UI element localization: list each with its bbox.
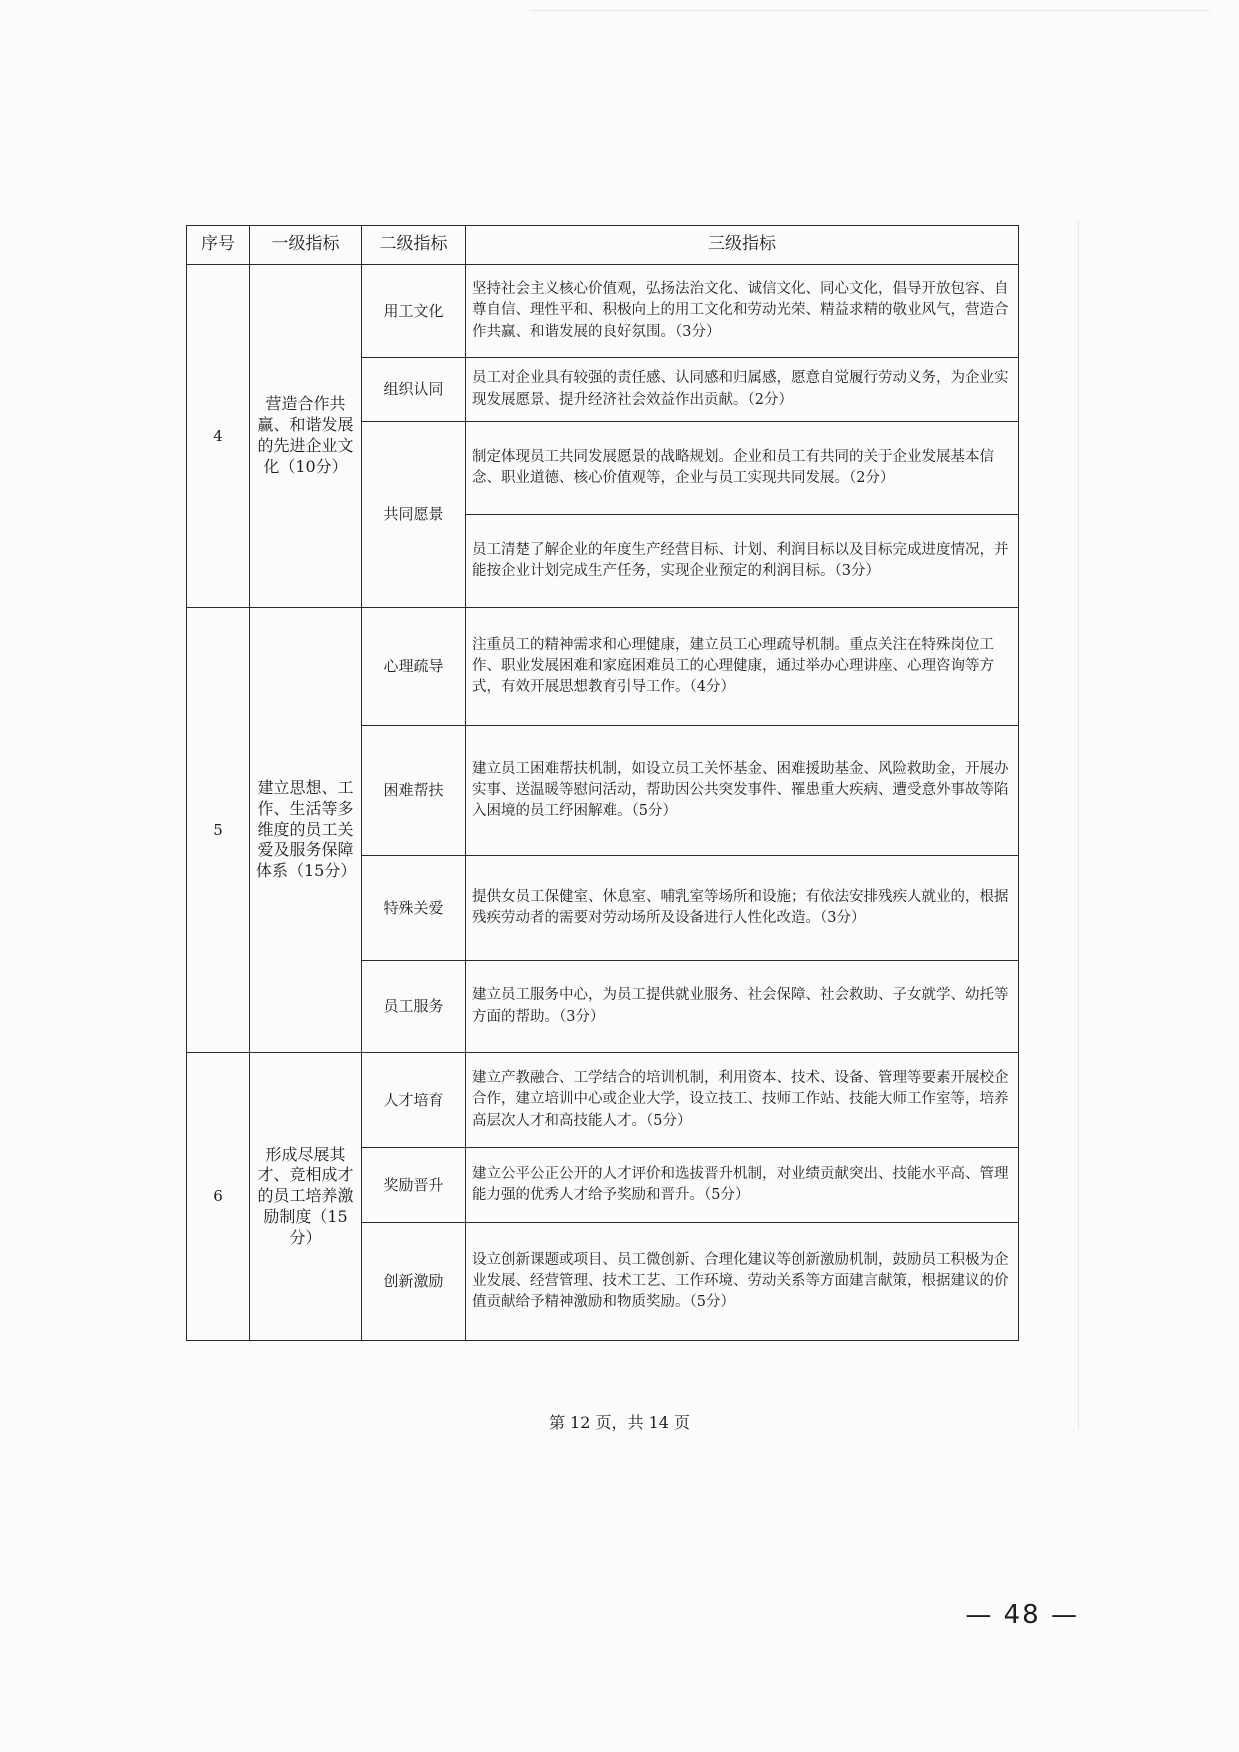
level2-indicator: 用工文化 — [362, 265, 466, 358]
scan-edge-right — [1078, 220, 1079, 1430]
row-number: 6 — [187, 1053, 250, 1341]
header-level2: 二级指标 — [362, 226, 466, 265]
level2-indicator: 组织认同 — [362, 358, 466, 422]
level2-indicator: 人才培育 — [362, 1053, 466, 1148]
header-level1: 一级指标 — [250, 226, 362, 265]
level1-indicator: 形成尽展其才、竞相成才的员工培养激励制度（15分） — [250, 1053, 362, 1341]
level3-indicator: 提供女员工保健室、休息室、哺乳室等场所和设施；有依法安排残疾人就业的，根据残疾劳动者的需要对劳动场所及设备进行人性化改造。（3分） — [466, 856, 1019, 961]
level2-indicator: 特殊关爱 — [362, 856, 466, 961]
level2-indicator: 共同愿景 — [362, 422, 466, 608]
header-no: 序号 — [187, 226, 250, 265]
level2-indicator: 困难帮扶 — [362, 726, 466, 856]
level2-indicator: 员工服务 — [362, 961, 466, 1053]
level1-indicator: 营造合作共赢、和谐发展的先进企业文化（10分） — [250, 265, 362, 608]
indicator-table — [186, 225, 1019, 1341]
table-row — [187, 608, 1019, 726]
level3-indicator: 建立公平公正公开的人才评价和选拔晋升机制，对业绩贡献突出、技能水平高、管理能力强的优秀人才给予奖励和晋升。（5分） — [466, 1148, 1019, 1223]
level3-indicator: 建立产教融合、工学结合的培训机制，利用资本、技术、设备、管理等要素开展校企合作，建立培训中心或企业大学，设立技工、技师工作站、技能大师工作室等，培养高层次人才和高技能人才。（5分） — [466, 1053, 1019, 1148]
level3-indicator: 注重员工的精神需求和心理健康，建立员工心理疏导机制。重点关注在特殊岗位工作、职业发展困难和家庭困难员工的心理健康，通过举办心理讲座、心理咨询等方式，有效开展思想教育引导工作。（4分） — [466, 608, 1019, 726]
level2-indicator: 心理疏导 — [362, 608, 466, 726]
level3-indicator: 坚持社会主义核心价值观，弘扬法治文化、诚信文化、同心文化，倡导开放包容、自尊自信、理性平和、积极向上的用工文化和劳动光荣、精益求精的敬业风气，营造合作共赢、和谐发展的良好氛围。（3分） — [466, 265, 1019, 358]
row-number: 4 — [187, 265, 250, 608]
table-row — [187, 265, 1019, 358]
scan-edge-top — [530, 10, 1210, 11]
level2-indicator: 奖励晋升 — [362, 1148, 466, 1223]
table-header-row — [187, 226, 1019, 265]
header-level3: 三级指标 — [466, 226, 1019, 265]
page-number: — 48 — — [965, 1600, 1079, 1630]
row-number: 5 — [187, 608, 250, 1053]
level3-indicator: 建立员工困难帮扶机制，如设立员工关怀基金、困难援助基金、风险救助金，开展办实事、送温暖等慰问活动，帮助因公共突发事件、罹患重大疾病、遭受意外事故等陷入困境的员工纾困解难。（5分） — [466, 726, 1019, 856]
level3-indicator: 员工对企业具有较强的责任感、认同感和归属感，愿意自觉履行劳动义务，为企业实现发展愿景、提升经济社会效益作出贡献。（2分） — [466, 358, 1019, 422]
level1-indicator: 建立思想、工作、生活等多维度的员工关爱及服务保障体系（15分） — [250, 608, 362, 1053]
page-footer-pager: 第 12 页，共 14 页 — [548, 1413, 691, 1432]
table-row — [187, 1053, 1019, 1148]
level3-indicator: 制定体现员工共同发展愿景的战略规划。企业和员工有共同的关于企业发展基本信念、职业道德、核心价值观等，企业与员工实现共同发展。（2分） — [466, 422, 1019, 515]
level3-indicator: 员工清楚了解企业的年度生产经营目标、计划、利润目标以及目标完成进度情况，并能按企业计划完成生产任务，实现企业预定的利润目标。（3分） — [466, 515, 1019, 608]
level2-indicator: 创新激励 — [362, 1223, 466, 1341]
level3-indicator: 建立员工服务中心，为员工提供就业服务、社会保障、社会救助、子女就学、幼托等方面的帮助。（3分） — [466, 961, 1019, 1053]
level3-indicator: 设立创新课题或项目、员工微创新、合理化建议等创新激励机制，鼓励员工积极为企业发展、经营管理、技术工艺、工作环境、劳动关系等方面建言献策，根据建议的价值贡献给予精神激励和物质奖励。（5分） — [466, 1223, 1019, 1341]
